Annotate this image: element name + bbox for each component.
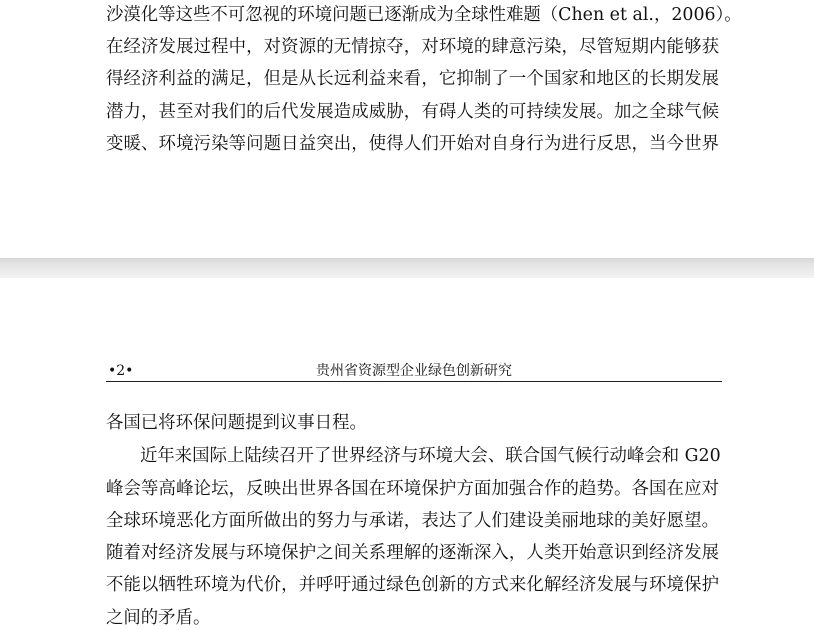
body-text-line: 各国已将环保问题提到议事日程。 — [106, 413, 367, 433]
running-header-title: 贵州省资源型企业绿色创新研究 — [316, 363, 512, 379]
body-text-line: 变暖、环境污染等问题日益突出，使得人们开始对自身行为进行反思，当今世界 — [106, 134, 719, 154]
page-number: •2• — [108, 363, 134, 379]
running-header — [106, 361, 722, 382]
body-text-line: 峰会等高峰论坛，反映出世界各国在环境保护方面加强合作的趋势。各国在应对 — [106, 479, 719, 499]
body-text-line: 沙漠化等这些不可忽视的环境问题已逐渐成为全球性难题（Chen et al.，2006）。 — [106, 5, 742, 25]
body-text-line: 全球环境恶化方面所做出的努力与承诺，表达了人们建设美丽地球的美好愿望。 — [106, 511, 719, 531]
body-text-line: 得经济利益的满足，但是从长远利益来看，它抑制了一个国家和地区的长期发展 — [106, 69, 719, 89]
paragraph-first-line: 近年来国际上陆续召开了世界经济与环境大会、联合国气候行动峰会和 G20 — [140, 446, 721, 466]
page-1-bottom-portion — [0, 0, 814, 258]
body-text-line: 在经济发展过程中，对资源的无情掠夺，对环境的肆意污染，尽管短期内能够获 — [106, 37, 719, 57]
body-text-line: 不能以牺牲环境为代价，并呼吁通过绿色创新的方式来化解经济发展与环境保护 — [106, 575, 719, 595]
body-text-line: 随着对经济发展与环境保护之间关系理解的逐渐深入，人类开始意识到经济发展 — [106, 543, 719, 563]
body-text-line: 潜力，甚至对我们的后代发展造成威胁，有碍人类的可持续发展。加之全球气候 — [106, 102, 719, 122]
body-text-line: 之间的矛盾。 — [106, 608, 211, 628]
page-separator — [0, 258, 814, 278]
